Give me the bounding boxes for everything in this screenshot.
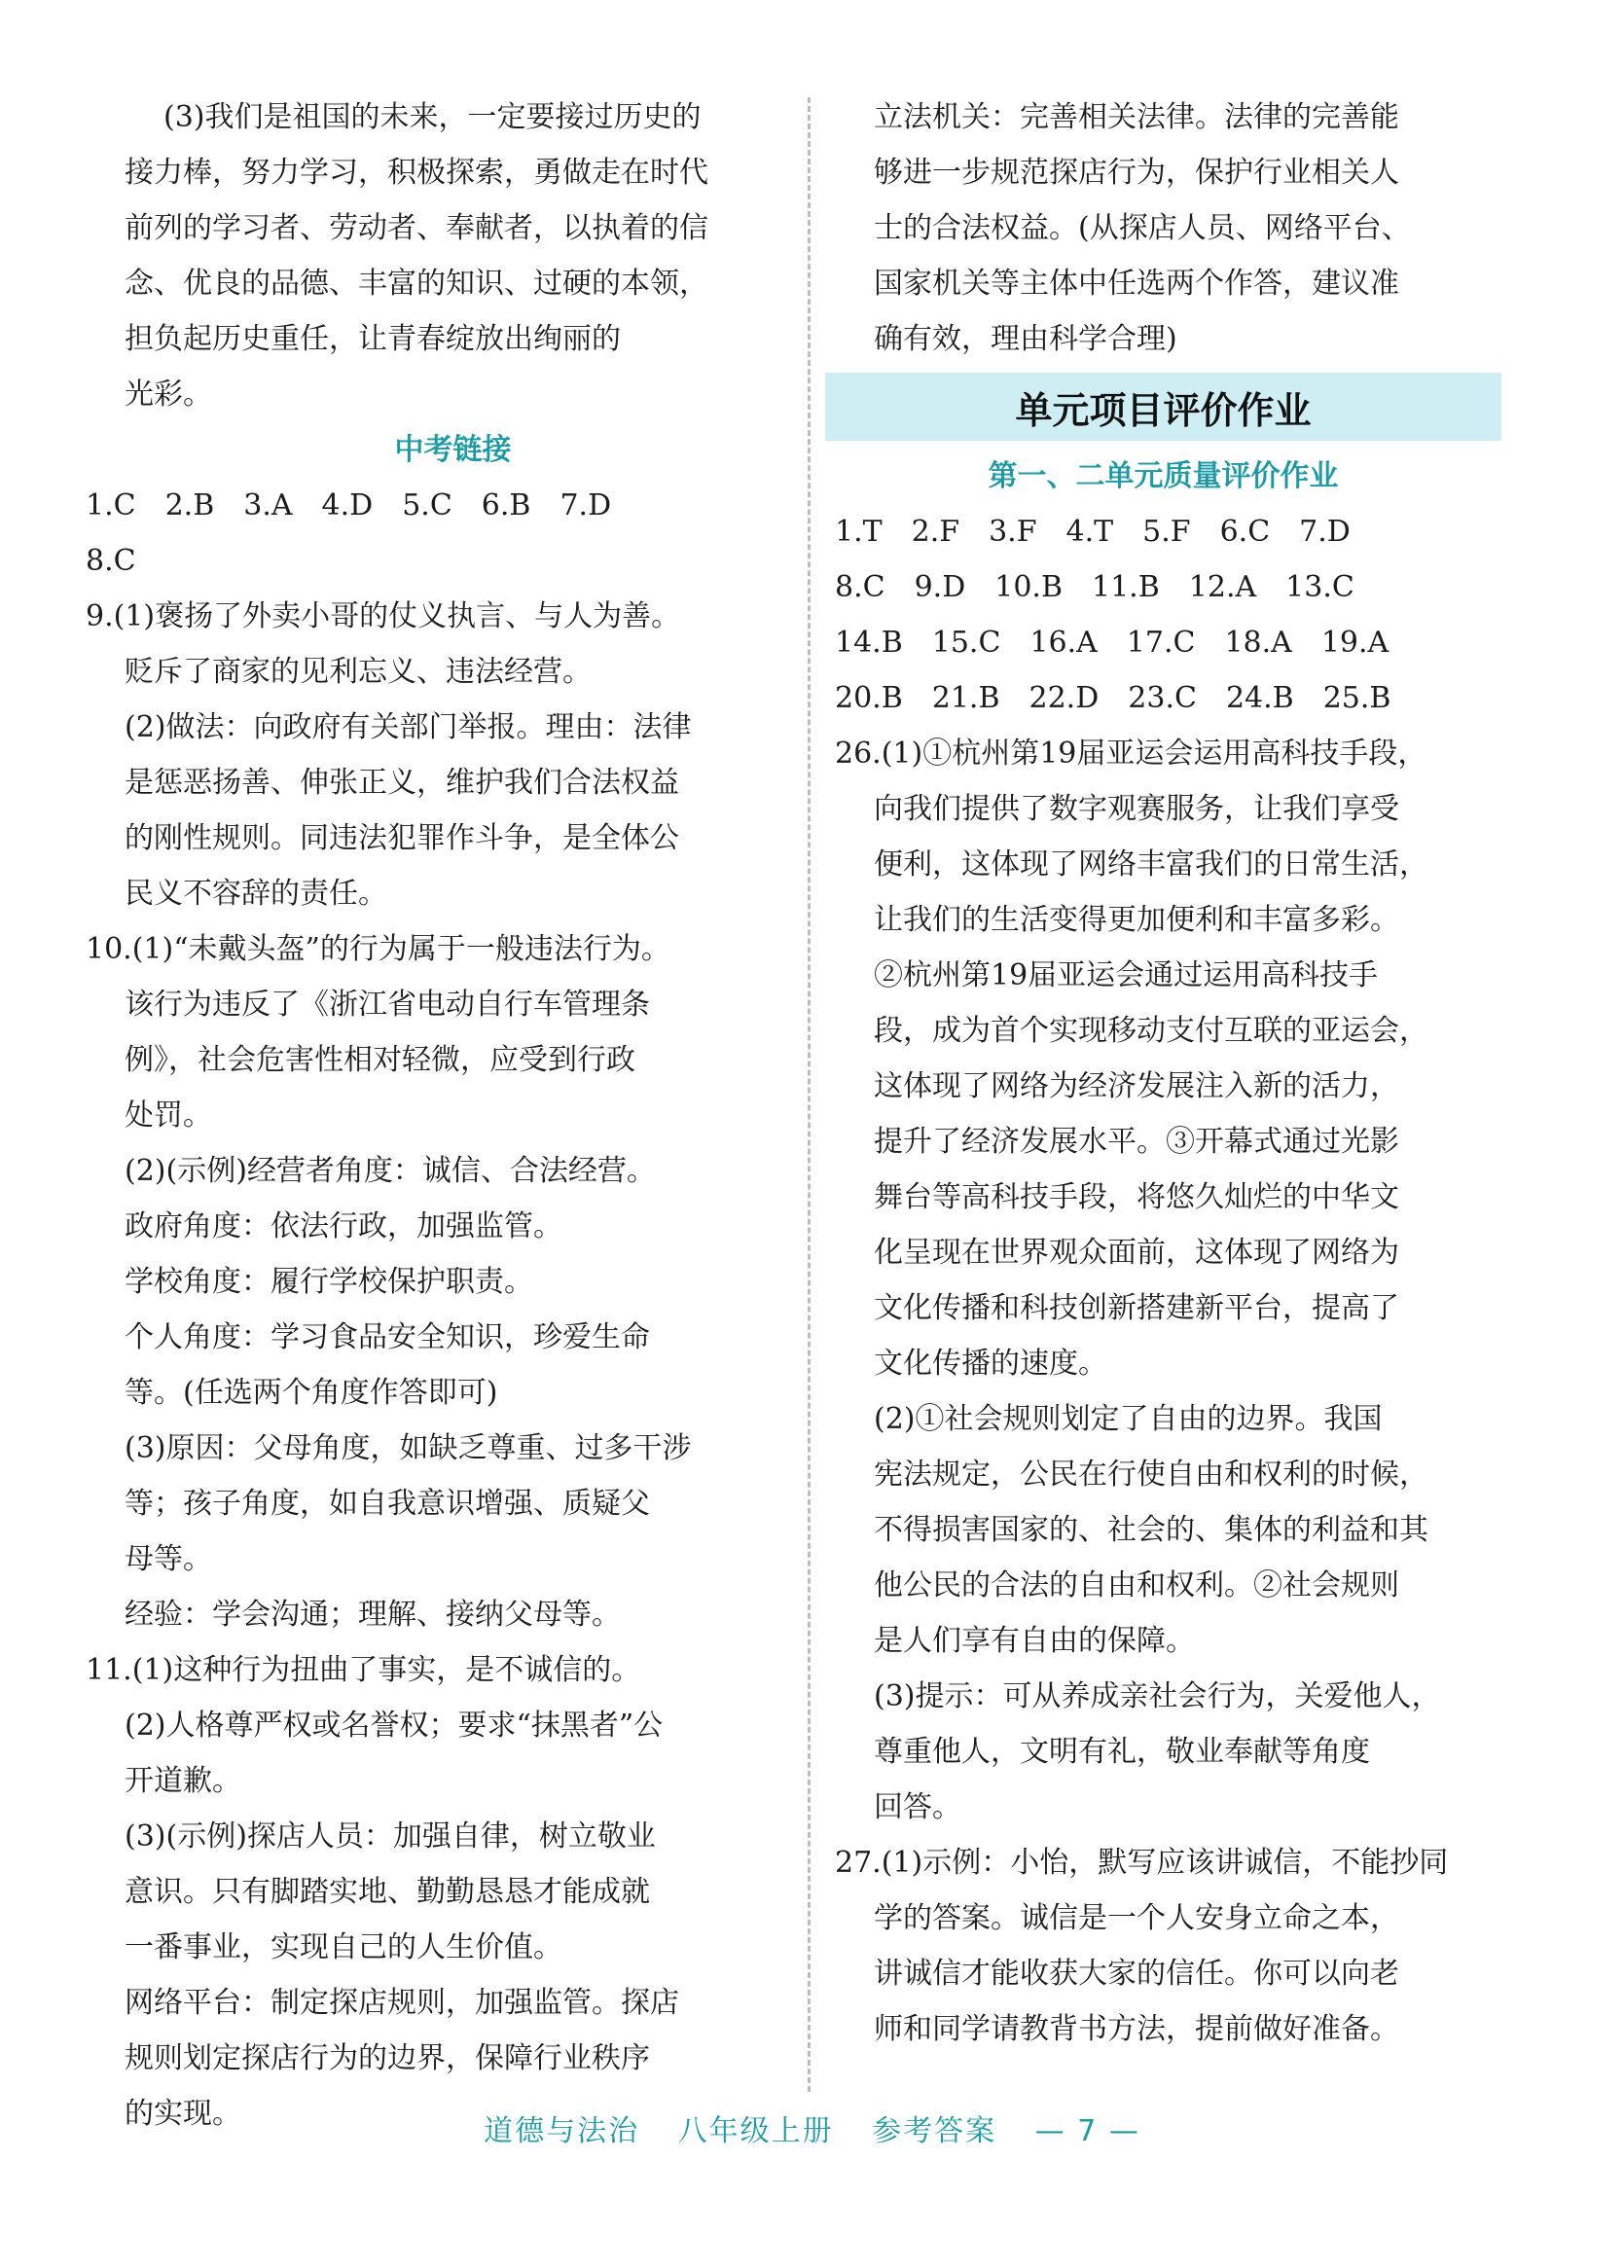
section-heading-unit-1-2: 第一、二单元质量评价作业 [988,459,1339,493]
answer-line: 20.B 21.B 22.D 23.C 24.B 25.B [835,681,1391,715]
answer-line: 是人们享有自由的保障。 [874,1624,1195,1658]
answer-line: 立法机关：完善相关法律。法律的完善能 [874,100,1399,134]
answer-line: 光彩。 [125,378,212,412]
answer-line: 便利，这体现了网络丰富我们的日常生活， [874,847,1428,882]
answer-line: 经验：学会沟通；理解、接纳父母等。 [125,1598,621,1632]
answer-line: (2)人格尊严权或名誉权；要求“抹黑者”公 [125,1709,664,1743]
answer-line: (3)原因：父母角度，如缺乏尊重、过多干涉 [125,1431,692,1465]
answer-line: 宪法规定，公民在行使自由和权利的时候， [874,1458,1428,1492]
answer-line: 开道歉。 [125,1764,241,1798]
answer-line: 学校角度：履行学校保护职责。 [125,1265,533,1299]
answer-line: 网络平台：制定探店规则，加强监管。探店 [125,1986,679,2020]
answer-line: 不得损害国家的、社会的、集体的利益和其 [874,1513,1428,1547]
answer-line: 文化传播和科技创新搭建新平台，提高了 [874,1291,1399,1325]
left-answer-block-top [125,90,781,422]
answer-line: 让我们的生活变得更加便利和丰富多彩。 [874,903,1399,937]
answer-line: 26.(1)①杭州第19届亚运会运用高科技手段， [835,737,1427,771]
answer-line: 例》，社会危害性相对轻微，应受到行政 [125,1043,635,1077]
answer-line: 士的合法权益。(从探店人员、网络平台、 [874,211,1411,245]
answer-line: 政府角度：依法行政，加强监管。 [125,1209,562,1243]
left-answer-block-main [86,478,781,2142]
answer-line: 念、优良的品德、丰富的知识、过硬的本领， [125,267,708,301]
page-footer [0,2106,1624,2149]
answer-line: (2)①社会规则划定了自由的边界。我国 [874,1402,1383,1436]
answer-line: 舞台等高科技手段，将悠久灿烂的中华文 [874,1180,1399,1214]
answer-line: 1.T 2.F 3.F 4.T 5.F 6.C 7.D [835,515,1351,549]
answer-line: 讲诚信才能收获大家的信任。你可以向老 [874,1957,1399,1991]
answer-line: 10.(1)“未戴头盔”的行为属于一般违法行为。 [86,932,670,966]
footer-subject: 道德与法治 [484,2114,640,2148]
answer-line: 贬斥了商家的见利忘义、违法经营。 [125,655,592,689]
answer-line: 11.(1)这种行为扭曲了事实，是不诚信的。 [86,1653,641,1687]
answer-line: 等。(任选两个角度作答即可) [125,1376,498,1410]
answer-line: 这体现了网络为经济发展注入新的活力， [874,1069,1399,1103]
answer-line: 一番事业，实现自己的人生价值。 [125,1930,562,1964]
unit-banner: 单元项目评价作业 [825,373,1501,441]
answer-line: 9.(1)褒扬了外卖小哥的仗义执言、与人为善。 [86,599,681,633]
answer-line: 文化传播的速度。 [874,1347,1107,1381]
answer-line: 该行为违反了《浙江省电动自行车管理条 [125,988,650,1022]
answer-line: 师和同学请教背书方法，提前做好准备。 [874,2012,1399,2046]
answer-line: 8.C [86,544,136,578]
section-heading-zhongkao: 中考链接 [394,433,512,467]
answer-line: 前列的学习者、劳动者、奉献者，以执着的信 [125,211,708,245]
answer-line: (3)(示例)探店人员：加强自律，树立敬业 [125,1819,656,1854]
answer-line: 向我们提供了数字观赛服务，让我们享受 [874,792,1399,826]
answer-line: (2)做法：向政府有关部门举报。理由：法律 [125,710,692,744]
answer-line: (3)提示：可从养成亲社会行为，关爱他人， [874,1679,1441,1713]
footer-grade: 八年级上册 [677,2114,834,2148]
answer-line: 8.C 9.D 10.B 11.B 12.A 13.C [835,570,1354,604]
answer-line: 回答。 [874,1790,961,1824]
answer-line: 民义不容辞的责任。 [125,877,387,911]
answer-line: (3)我们是祖国的未来，一定要接过历史的 [163,100,702,134]
answer-line: 母等。 [125,1542,212,1576]
answer-line: 他公民的合法的自由和权利。②社会规则 [874,1568,1399,1602]
answer-line: 化呈现在世界观众面前，这体现了网络为 [874,1236,1399,1270]
answer-line: 意识。只有脚踏实地、勤勤恳恳才能成就 [125,1875,650,1909]
answer-line: 等；孩子角度，如自我意识增强、质疑父 [125,1487,650,1521]
answer-line: ②杭州第19届亚运会通过运用高科技手 [874,958,1379,992]
answer-line: 提升了经济发展水平。③开幕式通过光影 [874,1125,1399,1159]
answer-line: 段，成为首个实现移动支付互联的亚运会， [874,1014,1428,1048]
answer-line: 确有效，理由科学合理) [874,322,1177,356]
column-divider [808,97,811,2092]
right-answer-block-main [835,504,1492,2057]
answer-line: 1.C 2.B 3.A 4.D 5.C 6.B 7.D [86,488,612,522]
left-column [86,90,781,2142]
answer-line: 学的答案。诚信是一个人安身立命之本， [874,1901,1399,1935]
right-column [835,90,1492,2057]
footer-label: 参考答案 [872,2114,997,2148]
footer-page-number: — 7 — [1034,2114,1140,2148]
answer-line: 处罚。 [125,1098,212,1133]
answer-line: 够进一步规范探店行为，保护行业相关人 [874,156,1399,190]
answer-line: 的实现。 [125,2097,241,2131]
answer-line: 是惩恶扬善、伸张正义，维护我们合法权益 [125,766,679,800]
answer-line: 的刚性规则。同违法犯罪作斗争，是全体公 [125,821,679,855]
answer-line: 尊重他人，文明有礼，敬业奉献等角度 [874,1735,1370,1769]
answer-line: 规则划定探店行为的边界，保障行业秩序 [125,2041,650,2075]
answer-line: 接力棒，努力学习，积极探索，勇做走在时代 [125,156,708,190]
answer-line: 27.(1)示例：小怡，默写应该讲诚信，不能抄同 [835,1846,1449,1880]
answer-line: (2)(示例)经营者角度：诚信、合法经营。 [125,1154,656,1188]
answer-line: 担负起历史重任，让青春绽放出绚丽的 [125,322,621,356]
right-answer-block-top [835,90,1492,367]
answer-line: 个人角度：学习食品安全知识，珍爱生命 [125,1320,650,1354]
answer-line: 14.B 15.C 16.A 17.C 18.A 19.A [835,626,1389,660]
answer-line: 国家机关等主体中任选两个作答，建议准 [874,267,1399,301]
